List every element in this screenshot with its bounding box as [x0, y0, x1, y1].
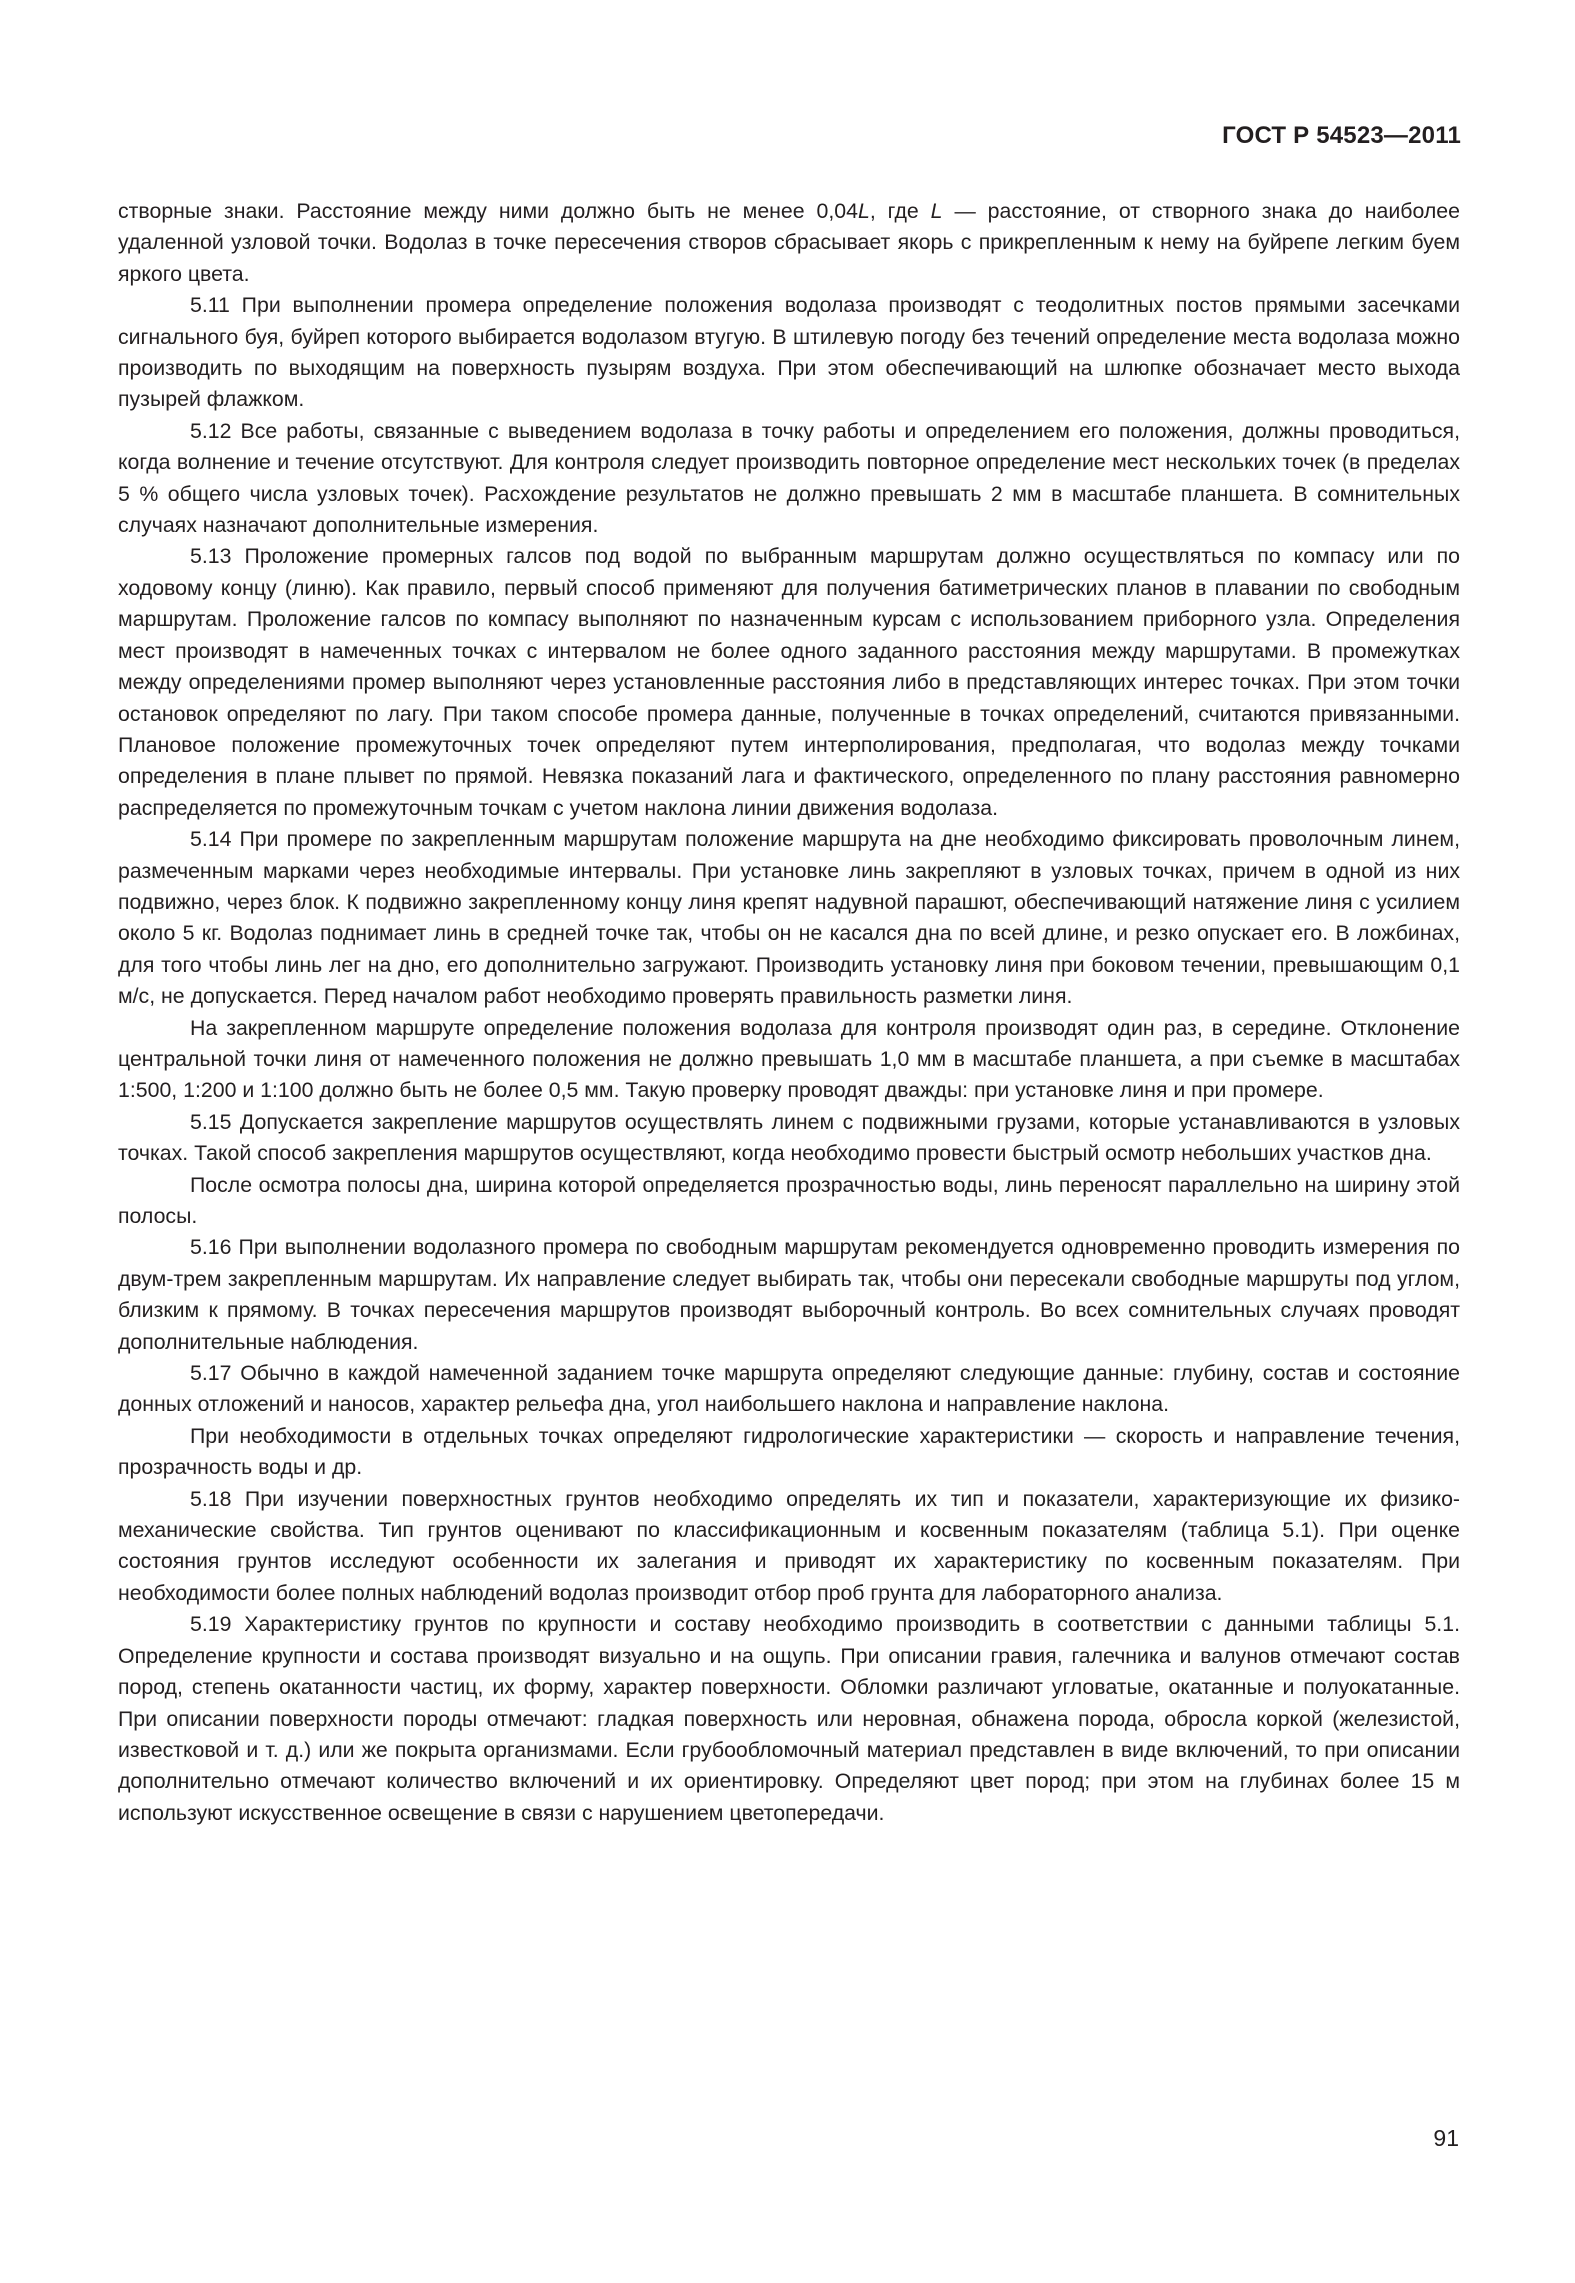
paragraph-5-19: 5.19 Характеристику грунтов по крупности и составу необходимо производить в соответствии с данными таблицы 5.1. Определение крупности и состава производят визуально и на ощупь. При описании гравия, галечника и валунов отмечают состав пород, степень окатанности частиц, их форму, характер поверхности. Обломки различают угловатые, окатанные и полуокатанные. При описании поверхности породы отмечают: гладкая поверхность или неровная, обнажена порода, обросла коркой (железистой, известковой и т. д.) или же покрыта организмами. Если грубообломочный материал представлен в виде включений, то при описании дополнительно отмечают количество включений и их ориентировку. Определяют цвет пород; при этом на глубинах более 15 м используют искусственное освещение в связи с нарушением цветопередачи. [118, 1612, 1460, 1825]
paragraph-5-13: 5.13 Проложение промерных галсов под водой по выбранным маршрутам должно осуществляться по компасу или по ходовому концу (линю). Как правило, первый способ применяют для получения батиметрических планов в плавании по свободным маршрутам. Проложение галсов по компасу выполняют по назначенным курсам с использованием приборного узла. Определения мест производят в намеченных точках с интервалом не более одного заданного расстояния между маршрутами. В промежутках между определениями промер выполняют через установленные расстояния либо в представляющих интерес точках. При этом точки остановок определяют по лагу. При таком способе промера данные, полученные в точках определений, считаются привязанными. Плановое положение промежуточных точек определяют путем интерполирования, предполагая, что водолаз между точками определения в плане плывет по прямой. Невязка показаний лага и фактического, определенного по плану расстояния равномерно распределяется по промежуточным точкам с учетом наклона линии движения водолаза. [118, 544, 1460, 820]
paragraph-5-17: 5.17 Обычно в каждой намеченной заданием точке маршрута определяют следующие данные: глубину, состав и состояние донных отложений и наносов, характер рельефа дна, угол наибольшего наклона и направление наклона. [118, 1361, 1460, 1417]
paragraph-5-16: 5.16 При выполнении водолазного промера по свободным маршрутам рекомендуется одновременно проводить измерения по двум-трем закрепленным маршрутам. Их направление следует выбирать так, чтобы они пересекали свободные маршруты под углом, близким к прямому. В точках пересечения маршрутов производят выборочный контроль. Во всех сомнительных случаях проводят дополнительные наблюдения. [118, 1235, 1460, 1354]
paragraph-5-11: 5.11 При выполнении промера определение положения водолаза производят с теодолитных постов прямыми засечками сигнального буя, буйреп которого выбирается водолазом втугую. В штилевую погоду без течений определение места водолаза можно производить по выходящим на поверхность пузырям воздуха. При этом обеспечивающий на шлюпке обозначает место выхода пузырей флажком. [118, 293, 1460, 412]
variable-l: L [857, 199, 870, 223]
paragraph-5-12: 5.12 Все работы, связанные с выведением водолаза в точку работы и определением его положения, должны проводиться, когда волнение и течение отсутствуют. Для контроля следует производить повторное определение мест нескольких точек (в пределах 5 % общего числа узловых точек). Расхождение результатов не должно превышать 2 мм в масштабе планшета. В сомнительных случаях назначают дополнительные измерения. [118, 418, 1460, 538]
variable-l: L [930, 199, 943, 223]
paragraph-5-14-cont: На закрепленном маршруте определение положения водолаза для контроля производят один раз, в середине. Отклонение центральной точки линя от намеченного положения не должно превышать 1,0 мм в масштабе планшета, а при съемке в масштабах 1:500, 1:200 и 1:100 должно быть не более 0,5 мм. Такую проверку проводят дважды: при установке линя и при промере. [118, 1015, 1460, 1103]
paragraph-text: — расстояние, от створного знака до наиболее удаленной узловой точки. Водолаз в точке пересечения створов сбрасывает якорь с прикрепленным к нему на буйрепе легким буем яркого цвета. [118, 199, 1460, 286]
page-number: 91 [1433, 2125, 1459, 2151]
standard-header: ГОСТ Р 54523—2011 [1222, 122, 1461, 149]
paragraph-text: , где [869, 199, 931, 223]
paragraph-5-15-cont: После осмотра полосы дна, ширина которой определяется прозрачностью воды, линь переносят параллельно на ширину этой полосы. [118, 1172, 1460, 1228]
paragraph-continuation [118, 196, 1460, 290]
paragraph-text: створные знаки. Расстояние между ними должно быть не менее 0,04 [118, 199, 858, 223]
paragraph-5-18: 5.18 При изучении поверхностных грунтов необходимо определять их тип и показатели, характеризующие их физико-механические свойства. Тип грунтов оценивают по классификационным и косвенным показателям (таблица 5.1). При оценке состояния грунтов исследуют особенности их залегания и приводят их характеристику по косвенным показателям. При необходимости более полных наблюдений водолаз производит отбор проб грунта для лабораторного анализа. [118, 1486, 1460, 1605]
paragraph-5-15: 5.15 Допускается закрепление маршрутов осуществлять линем с подвижными грузами, которые устанавливаются в узловых точках. Такой способ закрепления маршрутов осуществляют, когда необходимо провести быстрый осмотр небольших участков дна. [118, 1109, 1460, 1166]
body-text [118, 196, 1460, 1829]
paragraph-5-17-cont: При необходимости в отдельных точках определяют гидрологические характеристики — скорость и направление течения, прозрачность воды и др. [118, 1423, 1460, 1480]
paragraph-5-14: 5.14 При промере по закрепленным маршрутам положение маршрута на дне необходимо фиксировать проволочным линем, размеченным марками через необходимые интервалы. При установке линь закрепляют в узловых точках, причем в одной из них подвижно, через блок. К подвижно закрепленному концу линя крепят надувной парашют, обеспечивающий натяжение линя с усилием около 5 кг. Водолаз поднимает линь в средней точке так, чтобы он не касался дна по всей длине, и резко опускает его. В ложбинах, для того чтобы линь лег на дно, его дополнительно загружают. Производить установку линя при боковом течении, превышающим 0,1 м/с, не допускается. Перед началом работ необходимо проверять правильность разметки линя. [118, 827, 1460, 1009]
